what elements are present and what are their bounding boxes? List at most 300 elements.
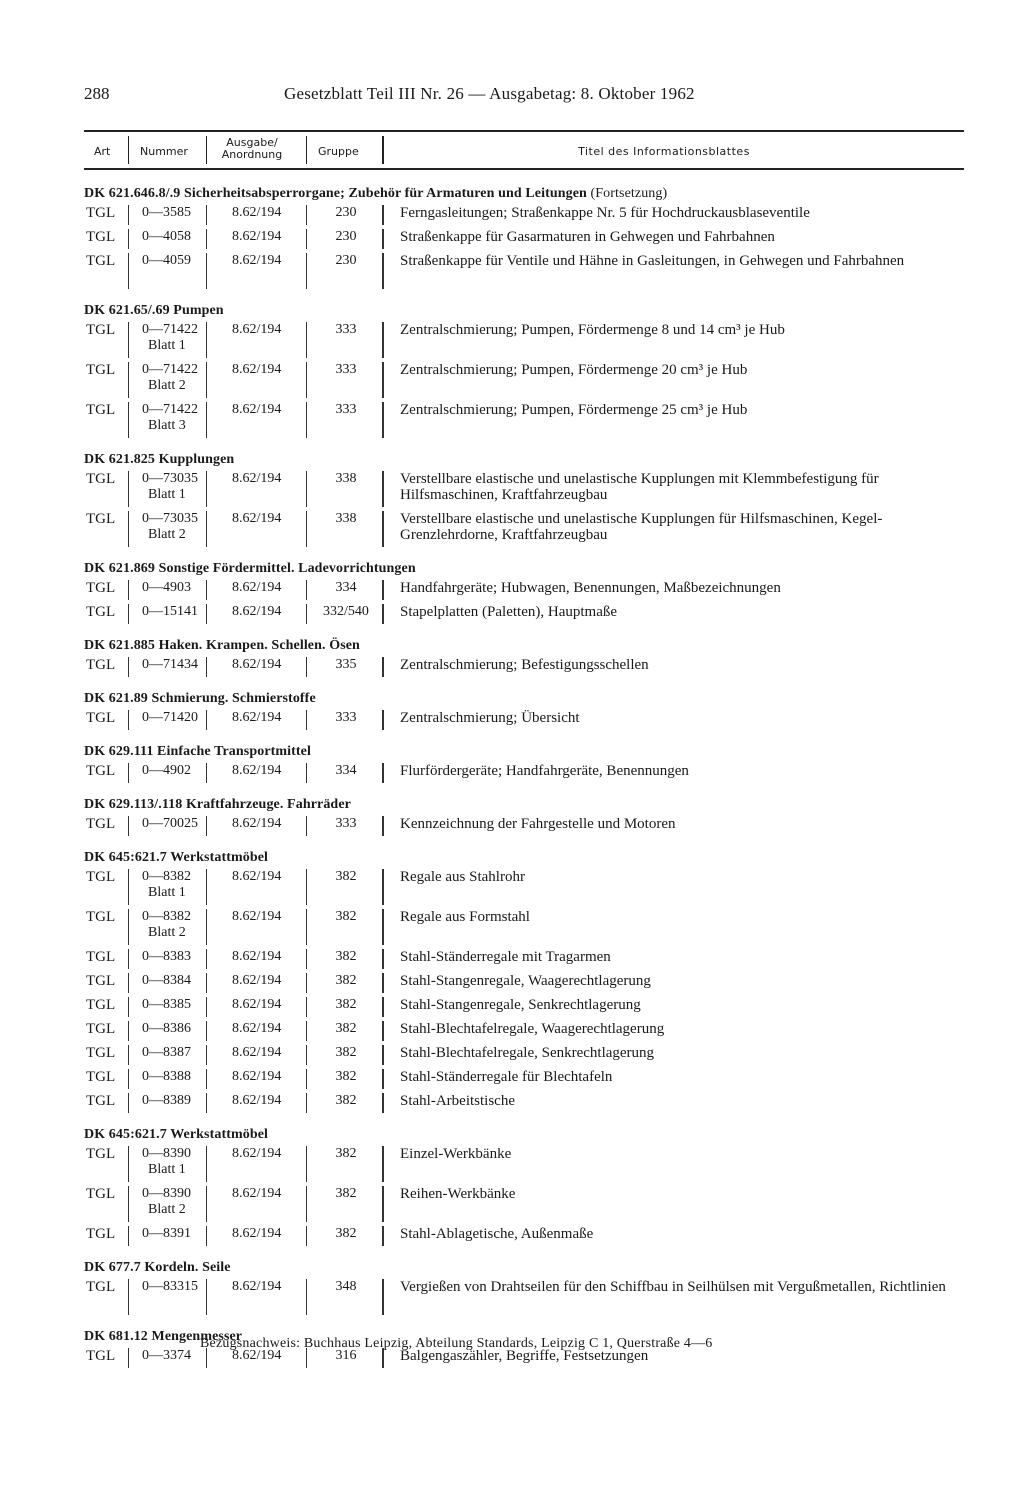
running-header: [84, 84, 944, 108]
cell-art: TGL: [86, 816, 116, 832]
section-heading: [84, 1125, 964, 1144]
cell-ausgabe: 8.62/194: [232, 710, 282, 725]
cell-nummer: [142, 763, 191, 779]
cell-nummer: [142, 471, 198, 503]
column-rule: [382, 402, 384, 438]
column-rule: [206, 909, 207, 945]
dk-section: [84, 1258, 964, 1317]
column-rule: [382, 362, 384, 398]
column-rule: [206, 1146, 207, 1182]
column-rule: [382, 580, 384, 600]
cell-nummer: [142, 1279, 198, 1295]
section-heading-text: DK 621.65/.69 Pumpen: [84, 303, 224, 318]
column-ausgabe-line1: Ausgabe/: [226, 136, 278, 149]
cell-gruppe: 382: [335, 973, 357, 988]
cell-nummer-value: 0—3585: [142, 205, 191, 220]
column-rule: [382, 973, 384, 993]
cell-ausgabe: 8.62/194: [232, 1186, 282, 1201]
column-rule: [206, 657, 207, 677]
gazette-title: Gesetzblatt Teil III Nr. 26 — Ausgabetag: 8. Oktober 1962: [284, 84, 695, 103]
column-rule: [382, 1093, 384, 1113]
column-rule: [206, 1069, 207, 1089]
section-heading: [84, 689, 964, 708]
column-rule: [128, 710, 129, 730]
section-heading: [84, 559, 964, 578]
column-rule: [306, 763, 307, 783]
cell-nummer-value: 0—71422: [142, 322, 198, 337]
column-rule: [382, 869, 384, 905]
cell-nummer: [142, 511, 198, 543]
cell-nummer-value: 0—73035: [142, 511, 198, 526]
cell-art: TGL: [86, 322, 116, 338]
column-rule: [382, 205, 384, 225]
cell-ausgabe: 8.62/194: [232, 205, 282, 220]
dk-section: [84, 848, 964, 1115]
dk-section: [84, 184, 964, 291]
column-rule: [206, 763, 207, 783]
column-rule: [306, 949, 307, 969]
cell-nummer: [142, 710, 198, 726]
cell-nummer: [142, 229, 191, 245]
cell-nummer-value: 0—8387: [142, 1045, 191, 1060]
cell-ausgabe: 8.62/194: [232, 949, 282, 964]
column-rule: [206, 869, 207, 905]
cell-nummer: [142, 604, 198, 620]
cell-nummer-value: 0—8384: [142, 973, 191, 988]
cell-ausgabe: 8.62/194: [232, 471, 282, 486]
cell-nummer-value: 0—8383: [142, 949, 191, 964]
cell-gruppe: 382: [335, 1045, 357, 1060]
column-rule: [306, 229, 307, 249]
column-rule: [128, 1093, 129, 1113]
section-heading: [84, 1258, 964, 1277]
cell-nummer-value: 0—71422: [142, 362, 198, 377]
column-rule: [306, 471, 307, 507]
cell-art: TGL: [86, 205, 116, 221]
cell-nummer-value: 0—15141: [142, 604, 198, 619]
cell-nummer: [142, 816, 198, 832]
column-rule: [382, 657, 384, 677]
cell-gruppe: 230: [335, 205, 357, 220]
cell-art: TGL: [86, 1021, 116, 1037]
column-rule: [128, 1348, 129, 1368]
table-row: [84, 761, 964, 785]
cell-ausgabe: 8.62/194: [232, 322, 282, 337]
column-rule: [128, 816, 129, 836]
column-rule: [128, 580, 129, 600]
dk-section: [84, 795, 964, 838]
column-rule: [306, 1069, 307, 1089]
section-heading: [84, 742, 964, 761]
table-row: [84, 1091, 964, 1115]
cell-titel: Zentralschmierung; Pumpen, Fördermenge 25 cm³ je Hub: [400, 402, 748, 418]
section-heading: [84, 184, 964, 203]
table-row: [84, 1144, 964, 1184]
section-note: (Fortsetzung): [590, 186, 668, 201]
cell-titel: Stahl-Arbeitstische: [400, 1093, 515, 1109]
cell-nummer: [142, 1146, 191, 1178]
cell-nummer-value: 0—8386: [142, 1021, 191, 1036]
column-rule: [128, 1021, 129, 1041]
cell-nummer: [142, 657, 198, 673]
cell-ausgabe: 8.62/194: [232, 763, 282, 778]
column-rule: [128, 997, 129, 1017]
column-rule: [382, 1021, 384, 1041]
cell-titel: Zentralschmierung; Befestigungsschellen: [400, 657, 649, 673]
column-rule: [128, 229, 129, 249]
cell-gruppe: 382: [335, 997, 357, 1012]
column-rule: [306, 909, 307, 945]
column-rule: [306, 657, 307, 677]
cell-ausgabe: 8.62/194: [232, 253, 282, 268]
page-number: 288: [84, 84, 110, 103]
cell-nummer-value: 0—3374: [142, 1348, 191, 1363]
cell-titel: Stahl-Ständerregale für Blechtafeln: [400, 1069, 613, 1085]
cell-ausgabe: 8.62/194: [232, 229, 282, 244]
table-row: [84, 1184, 964, 1224]
cell-titel: Regale aus Formstahl: [400, 909, 530, 925]
section-heading: [84, 848, 964, 867]
cell-art: TGL: [86, 1186, 116, 1202]
cell-art: TGL: [86, 763, 116, 779]
column-rule: [382, 604, 384, 624]
cell-gruppe: 333: [335, 402, 357, 417]
cell-art: TGL: [86, 1348, 116, 1364]
cell-art: TGL: [86, 253, 116, 269]
column-rule: [382, 1186, 384, 1222]
column-titel: Titel des Informationsblattes: [578, 145, 750, 158]
column-rule: [382, 763, 384, 783]
table-row: [84, 814, 964, 838]
cell-ausgabe: 8.62/194: [232, 580, 282, 595]
cell-nummer: [142, 322, 198, 354]
column-rule: [128, 1279, 129, 1315]
cell-titel: Vergießen von Drahtseilen für den Schiffbau in Seilhülsen mit Vergußmetallen, Richtlinien: [400, 1279, 946, 1295]
cell-art: TGL: [86, 909, 116, 925]
cell-nummer: [142, 1021, 191, 1037]
dk-section: [84, 559, 964, 626]
column-rule: [206, 322, 207, 358]
cell-titel: Einzel-Werkbänke: [400, 1146, 512, 1162]
cell-blatt: Blatt 2: [148, 378, 186, 393]
cell-nummer-value: 0—71420: [142, 710, 198, 725]
cell-art: TGL: [86, 471, 116, 487]
cell-nummer: [142, 869, 191, 901]
cell-nummer-value: 0—8382: [142, 869, 191, 884]
cell-nummer-value: 0—70025: [142, 816, 198, 831]
cell-nummer-value: 0—71434: [142, 657, 198, 672]
cell-blatt: Blatt 1: [148, 338, 186, 353]
table-row: [84, 1019, 964, 1043]
section-heading-text: DK 645:621.7 Werkstattmöbel: [84, 850, 269, 865]
column-rule: [382, 949, 384, 969]
column-rule: [128, 604, 129, 624]
cell-art: TGL: [86, 1146, 116, 1162]
table-row: [84, 907, 964, 947]
column-rule: [206, 1093, 207, 1113]
column-rule: [128, 205, 129, 225]
table-row: [84, 867, 964, 907]
table-row: [84, 971, 964, 995]
column-rule: [128, 869, 129, 905]
cell-titel: Regale aus Stahlrohr: [400, 869, 525, 885]
cell-art: TGL: [86, 362, 116, 378]
cell-ausgabe: 8.62/194: [232, 1146, 282, 1161]
table-row: [84, 708, 964, 732]
cell-titel: Verstellbare elastische und unelastische Kupplungen mit Klemmbefestigung für Hilfsmaschinen, Kraftfahrzeugbau: [400, 471, 879, 503]
table-row: [84, 509, 964, 549]
table-row: [84, 1224, 964, 1248]
column-rule: [306, 1021, 307, 1041]
footer-note: Bezugsnachweis: Buchhaus Leipzig, Abteilung Standards, Leipzig C 1, Querstraße 4—6: [200, 1336, 713, 1351]
cell-nummer: [142, 1045, 191, 1061]
cell-ausgabe: 8.62/194: [232, 1279, 282, 1294]
cell-nummer-value: 0—4902: [142, 763, 191, 778]
table-row: [84, 360, 964, 400]
column-rule: [382, 710, 384, 730]
dk-section: [84, 636, 964, 679]
section-heading-text: DK 621.869 Sonstige Fördermittel. Ladevorrichtungen: [84, 561, 416, 576]
column-rule: [306, 1226, 307, 1246]
cell-nummer-value: 0—8385: [142, 997, 191, 1012]
cell-ausgabe: 8.62/194: [232, 362, 282, 377]
cell-nummer: [142, 997, 191, 1013]
column-rule: [306, 710, 307, 730]
table-row: [84, 655, 964, 679]
table-row: [84, 400, 964, 440]
cell-gruppe: 382: [335, 869, 357, 884]
cell-ausgabe: 8.62/194: [232, 1348, 282, 1363]
cell-gruppe: 348: [335, 1279, 357, 1294]
column-divider: [206, 136, 207, 164]
column-rule: [128, 322, 129, 358]
table-row: [84, 947, 964, 971]
cell-nummer: [142, 973, 191, 989]
cell-nummer-value: 0—8389: [142, 1093, 191, 1108]
cell-art: TGL: [86, 402, 116, 418]
cell-titel: Zentralschmierung; Übersicht: [400, 710, 580, 726]
column-rule: [128, 973, 129, 993]
cell-nummer: [142, 1093, 191, 1109]
cell-nummer: [142, 205, 191, 221]
column-rule: [382, 909, 384, 945]
column-rule: [206, 402, 207, 438]
column-rule: [206, 511, 207, 547]
cell-titel: Straßenkappe für Gasarmaturen in Gehwegen und Fahrbahnen: [400, 229, 775, 245]
column-rule: [206, 1226, 207, 1246]
table-row: [84, 320, 964, 360]
cell-titel: Balgengaszähler, Begriffe, Festsetzungen: [400, 1348, 649, 1364]
cell-gruppe: 230: [335, 253, 357, 268]
cell-titel: Kennzeichnung der Fahrgestelle und Motoren: [400, 816, 676, 832]
cell-titel: Stahl-Stangenregale, Waagerechtlagerung: [400, 973, 651, 989]
section-heading-text: DK 629.113/.118 Kraftfahrzeuge. Fahrräder: [84, 797, 351, 812]
column-rule: [128, 657, 129, 677]
cell-nummer: [142, 909, 191, 941]
cell-gruppe: 382: [335, 1146, 357, 1161]
table-row: [84, 251, 964, 291]
column-rule: [206, 471, 207, 507]
column-rule: [382, 511, 384, 547]
column-rule: [306, 869, 307, 905]
column-rule: [306, 816, 307, 836]
cell-titel: Stahl-Ablagetische, Außenmaße: [400, 1226, 594, 1242]
cell-gruppe: 316: [335, 1348, 357, 1363]
dk-section: [84, 689, 964, 732]
cell-ausgabe: 8.62/194: [232, 1045, 282, 1060]
section-heading-text: DK 621.825 Kupplungen: [84, 452, 235, 467]
cell-blatt: Blatt 3: [148, 418, 186, 433]
column-rule: [306, 402, 307, 438]
cell-art: TGL: [86, 229, 116, 245]
cell-gruppe: 382: [335, 949, 357, 964]
table-row: [84, 227, 964, 251]
column-rule: [206, 816, 207, 836]
cell-titel: Reihen-Werkbänke: [400, 1186, 516, 1202]
cell-ausgabe: 8.62/194: [232, 869, 282, 884]
cell-ausgabe: 8.62/194: [232, 657, 282, 672]
column-rule: [206, 604, 207, 624]
cell-art: TGL: [86, 604, 116, 620]
cell-titel: Straßenkappe für Ventile und Hähne in Gasleitungen, in Gehwegen und Fahrbahnen: [400, 253, 905, 269]
cell-art: TGL: [86, 1045, 116, 1061]
dk-section: [84, 1125, 964, 1248]
column-rule: [206, 1021, 207, 1041]
cell-art: TGL: [86, 1093, 116, 1109]
column-rule: [206, 229, 207, 249]
column-rule: [206, 580, 207, 600]
cell-gruppe: 382: [335, 1226, 357, 1241]
cell-gruppe: 338: [335, 471, 357, 486]
column-rule: [206, 1186, 207, 1222]
cell-gruppe: 333: [335, 362, 357, 377]
cell-gruppe: 333: [335, 816, 357, 831]
column-rule: [206, 997, 207, 1017]
cell-art: TGL: [86, 973, 116, 989]
cell-titel: Stahl-Blechtafelregale, Senkrechtlagerung: [400, 1045, 655, 1061]
cell-art: TGL: [86, 580, 116, 596]
column-rule: [206, 205, 207, 225]
cell-titel: Stahl-Blechtafelregale, Waagerechtlagerung: [400, 1021, 665, 1037]
cell-nummer-value: 0—4059: [142, 253, 191, 268]
cell-nummer: [142, 1348, 191, 1364]
cell-art: TGL: [86, 949, 116, 965]
column-rule: [382, 816, 384, 836]
cell-nummer-value: 0—8390: [142, 1146, 191, 1161]
cell-gruppe: 335: [335, 657, 357, 672]
cell-gruppe: 382: [335, 1021, 357, 1036]
column-rule: [128, 1069, 129, 1089]
cell-nummer: [142, 580, 191, 596]
cell-titel: Ferngasleitungen; Straßenkappe Nr. 5 für Hochdruckausblaseventile: [400, 205, 810, 221]
column-rule: [128, 763, 129, 783]
cell-art: TGL: [86, 657, 116, 673]
column-rule: [306, 580, 307, 600]
table-row: [84, 602, 964, 626]
section-heading: [84, 795, 964, 814]
dk-section: [84, 301, 964, 440]
column-header: [84, 130, 964, 170]
cell-art: TGL: [86, 1226, 116, 1242]
column-rule: [382, 1069, 384, 1089]
dk-section: [84, 742, 964, 785]
column-rule: [306, 997, 307, 1017]
column-rule: [306, 1279, 307, 1315]
cell-ausgabe: 8.62/194: [232, 604, 282, 619]
cell-titel: Flurfördergeräte; Handfahrgeräte, Benennungen: [400, 763, 689, 779]
column-rule: [306, 1045, 307, 1065]
cell-blatt: Blatt 1: [148, 885, 186, 900]
column-rule: [206, 253, 207, 289]
cell-blatt: Blatt 1: [148, 1162, 186, 1177]
column-rule: [306, 1186, 307, 1222]
section-heading-text: DK 645:621.7 Werkstattmöbel: [84, 1127, 269, 1142]
cell-nummer-value: 0—73035: [142, 471, 198, 486]
cell-art: TGL: [86, 511, 116, 527]
cell-nummer: [142, 253, 191, 269]
column-rule: [128, 362, 129, 398]
column-rule: [128, 402, 129, 438]
cell-titel: Zentralschmierung; Pumpen, Fördermenge 20 cm³ je Hub: [400, 362, 748, 378]
column-rule: [306, 322, 307, 358]
cell-ausgabe: 8.62/194: [232, 1021, 282, 1036]
section-heading: [84, 450, 964, 469]
cell-nummer: [142, 402, 198, 434]
column-rule: [206, 949, 207, 969]
column-ausgabe: [208, 137, 296, 161]
column-rule: [206, 1279, 207, 1315]
cell-gruppe: 333: [335, 710, 357, 725]
cell-nummer-value: 0—83315: [142, 1279, 198, 1294]
cell-art: TGL: [86, 997, 116, 1013]
cell-ausgabe: 8.62/194: [232, 1226, 282, 1241]
column-gruppe: Gruppe: [318, 145, 359, 158]
column-rule: [306, 1093, 307, 1113]
cell-titel: Verstellbare elastische und unelastische Kupplungen für Hilfsmaschinen, Kegel-Grenzlehrdorne, Kraftfahrzeugbau: [400, 511, 883, 543]
cell-titel: Zentralschmierung; Pumpen, Fördermenge 8 und 14 cm³ je Hub: [400, 322, 785, 338]
column-rule: [128, 949, 129, 969]
column-rule: [306, 253, 307, 289]
section-heading-text: DK 621.89 Schmierung. Schmierstoffe: [84, 691, 316, 706]
cell-gruppe: 382: [335, 1069, 357, 1084]
column-rule: [206, 973, 207, 993]
cell-gruppe: 332/540: [323, 604, 369, 619]
column-rule: [382, 1279, 384, 1315]
column-rule: [306, 604, 307, 624]
column-nummer: Nummer: [140, 145, 188, 158]
section-heading-text: DK 621.646.8/.9 Sicherheitsabsperrorgane; Zubehör für Armaturen und Leitungen: [84, 186, 587, 201]
table-row: [84, 1067, 964, 1091]
cell-blatt: Blatt 1: [148, 487, 186, 502]
column-rule: [382, 229, 384, 249]
column-rule: [128, 1146, 129, 1182]
column-rule: [128, 909, 129, 945]
cell-nummer: [142, 362, 198, 394]
column-rule: [306, 973, 307, 993]
column-rule: [206, 710, 207, 730]
column-rule: [206, 1045, 207, 1065]
column-rule: [306, 1146, 307, 1182]
cell-nummer-value: 0—4903: [142, 580, 191, 595]
cell-nummer-value: 0—8390: [142, 1186, 191, 1201]
table-row: [84, 578, 964, 602]
column-rule: [382, 1146, 384, 1182]
column-rule: [382, 1226, 384, 1246]
cell-ausgabe: 8.62/194: [232, 997, 282, 1012]
cell-art: TGL: [86, 710, 116, 726]
cell-ausgabe: 8.62/194: [232, 402, 282, 417]
column-art: Art: [94, 145, 111, 158]
